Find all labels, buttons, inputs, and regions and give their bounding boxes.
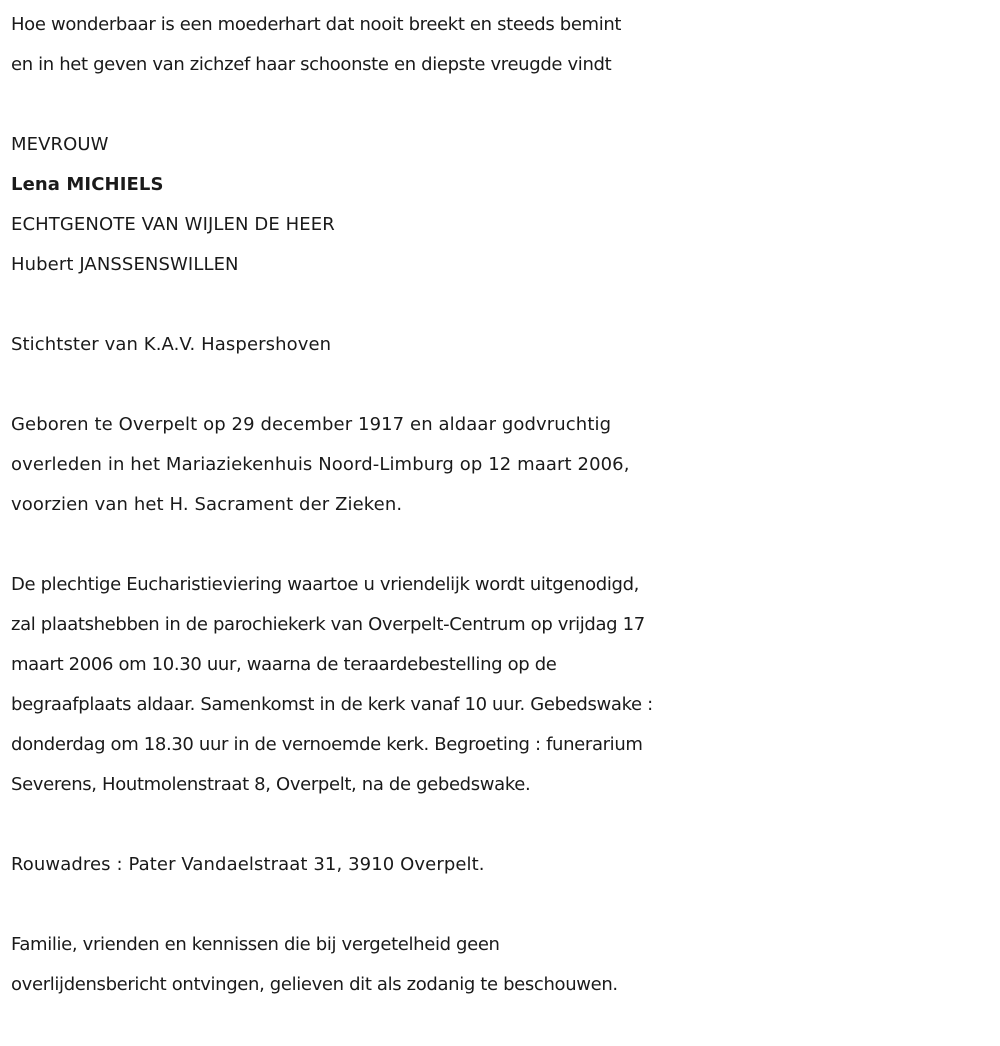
- ceremony-section: [11, 565, 996, 805]
- notice-line-2: overlijdensbericht ontvingen, gelieven dit als zodanig te beschouwen.: [11, 974, 618, 995]
- motto-line-1: Hoe wonderbaar is een moederhart dat nooit breekt en steeds bemint: [11, 14, 622, 35]
- deceased-relation: ECHTGENOTE VAN WIJLEN DE HEER: [11, 214, 335, 235]
- spacer: [11, 285, 996, 325]
- ceremony-line-3: maart 2006 om 10.30 uur, waarna de teraardebestelling op de: [11, 654, 557, 675]
- deceased-section: [11, 125, 996, 285]
- ceremony-line-6: Severens, Houtmolenstraat 8, Overpelt, na de gebedswake.: [11, 774, 531, 795]
- ceremony-line-5: donderdag om 18.30 uur in de vernoemde kerk. Begroeting : funerarium: [11, 734, 643, 755]
- spacer: [11, 885, 996, 925]
- motto-line-2: en in het geven van zichzef haar schoonste en diepste vreugde vindt: [11, 54, 612, 75]
- spacer: [11, 85, 996, 125]
- birth-death-line-3: voorzien van het H. Sacrament der Zieken.: [11, 494, 403, 515]
- deceased-spouse: Hubert JANSSENSWILLEN: [11, 254, 239, 275]
- affiliation-line: Stichtster van K.A.V. Haspershoven: [11, 334, 332, 355]
- spacer: [11, 525, 996, 565]
- ceremony-line-4: begraafplaats aldaar. Samenkomst in de kerk vanaf 10 uur. Gebedswake :: [11, 694, 653, 715]
- birth-death-section: [11, 405, 996, 525]
- ceremony-line-2: zal plaatshebben in de parochiekerk van Overpelt-Centrum op vrijdag 17: [11, 614, 645, 635]
- motto-section: [11, 5, 996, 85]
- birth-death-line-1: Geboren te Overpelt op 29 december 1917 en aldaar godvruchtig: [11, 414, 612, 435]
- notice-line-1: Familie, vrienden en kennissen die bij vergetelheid geen: [11, 934, 500, 955]
- mourning-address-line: Rouwadres : Pater Vandaelstraat 31, 3910 Overpelt.: [11, 854, 485, 875]
- notice-section: [11, 925, 996, 1005]
- deceased-name: Lena MICHIELS: [11, 174, 164, 195]
- birth-death-line-2: overleden in het Mariaziekenhuis Noord-Limburg op 12 maart 2006,: [11, 454, 630, 475]
- spacer: [11, 805, 996, 845]
- obituary-document: [11, 5, 996, 1005]
- spacer: [11, 365, 996, 405]
- deceased-title: MEVROUW: [11, 134, 109, 155]
- ceremony-line-1: De plechtige Eucharistieviering waartoe u vriendelijk wordt uitgenodigd,: [11, 574, 640, 595]
